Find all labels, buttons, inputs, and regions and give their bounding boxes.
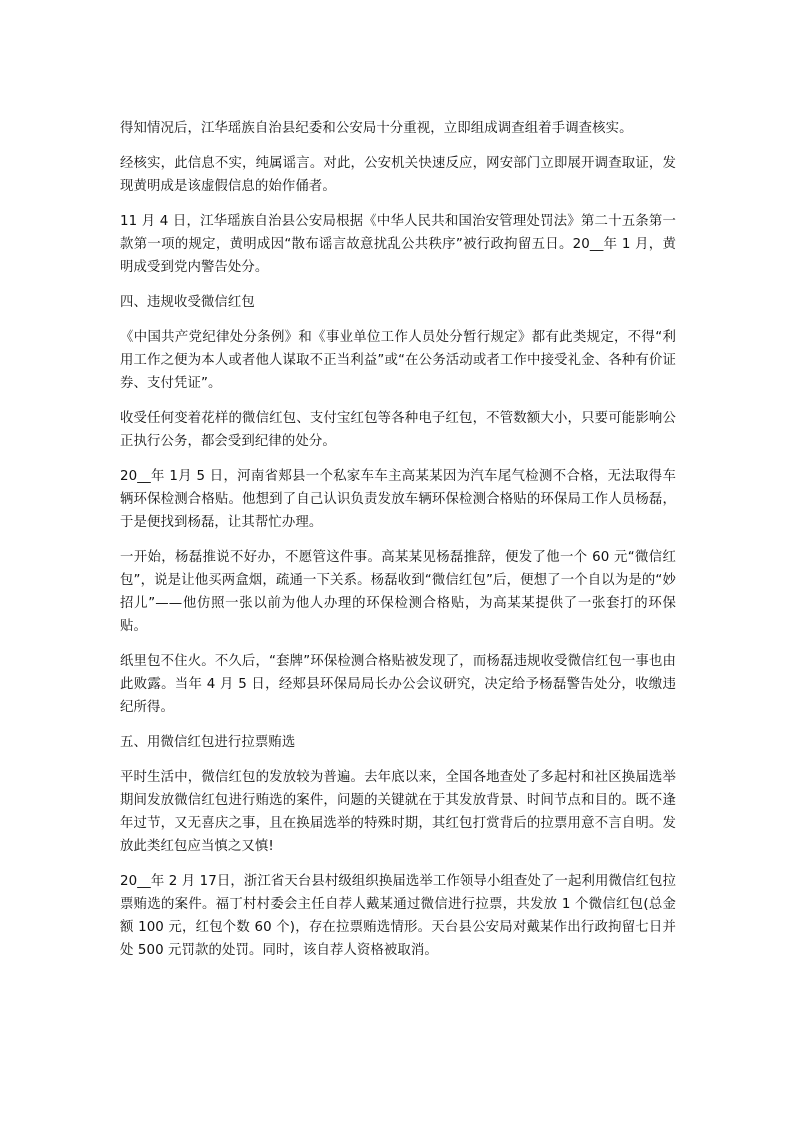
paragraph: 《中国共产党纪律处分条例》和《事业单位工作人员处分暂行规定》都有此类规定，不得“利用工作之便为本人或者他人谋取不正当利益”或“在公务活动或者工作中接受礼金、各种有价证券、支付凭证”。 bbox=[120, 330, 676, 391]
paragraph: 收受任何变着花样的微信红包、支付宝红包等各种电子红包，不管数额大小，只要可能影响公正执行公务，都会受到纪律的处分。 bbox=[120, 411, 676, 449]
paragraph: 20__年 1月 5 日，河南省郏县一个私家车车主高某某因为汽车尾气检测不合格，无法取得车辆环保检测合格贴。他想到了自己认识负责发放车辆环保检测合格贴的环保局工作人员杨磊，于是便找到杨磊，让其帮忙办理。 bbox=[120, 469, 676, 530]
paragraph: 一开始，杨磊推说不好办，不愿管这件事。高某某见杨磊推辞，便发了他一个 60 元“微信红包”，说是让他买两盒烟，疏通一下关系。杨磊收到“微信红包”后，便想了一个自以为是的“妙招儿”——他仿照一张以前为他人办理的环保检测合格贴，为高某某提供了一张套打的环保贴。 bbox=[120, 550, 676, 634]
section-heading: 五、用微信红包进行拉票贿选 bbox=[120, 735, 296, 750]
paragraph: 纸里包不住火。不久后，“套牌”环保检测合格贴被发现了，而杨磊违规收受微信红包一事也由此败露。当年 4 月 5 日，经郏县环保局局长办公会议研究，决定给予杨磊警告处分，收缴违纪所得。 bbox=[120, 654, 676, 715]
paragraph: 平时生活中，微信红包的发放较为普遍。去年底以来，全国各地查处了多起村和社区换届选举期间发放微信红包进行贿选的案件，问题的关键就在于其发放背景、时间节点和目的。既不逢年过节，又无喜庆之事，且在换届选举的特殊时期，其红包打赏背后的拉票用意不言自明。发放此类红包应当慎之又慎! bbox=[120, 770, 676, 854]
section-heading: 四、违规收受微信红包 bbox=[120, 295, 255, 310]
paragraph: 20__年 2 月 17日，浙江省天台县村级组织换届选举工作领导小组查处了一起利用微信红包拉票贿选的案件。福丁村村委会主任自荐人戴某通过微信进行拉票，共发放 1 个微信红包(总金额 100 元，红包个数 60 个)，存在拉票贿选情形。天台县公安局对戴某作出行政拘留七日并处 500 元罚款的处罚。同时，该自荐人资格被取消。 bbox=[120, 874, 676, 958]
paragraph: 经核实，此信息不实，纯属谣言。对此，公安机关快速反应，网安部门立即展开调查取证，发现黄明成是该虚假信息的始作俑者。 bbox=[120, 156, 676, 194]
paragraph: 11 月 4 日，江华瑶族自治县公安局根据《中华人民共和国治安管理处罚法》第二十五条第一款第一项的规定，黄明成因“散布谣言故意扰乱公共秩序”被行政拘留五日。20__年 1 月，黄明成受到党内警告处分。 bbox=[120, 214, 676, 275]
document-body bbox=[120, 117, 676, 974]
paragraph: 得知情况后，江华瑶族自治县纪委和公安局十分重视，立即组成调查组着手调查核实。 bbox=[120, 121, 633, 136]
